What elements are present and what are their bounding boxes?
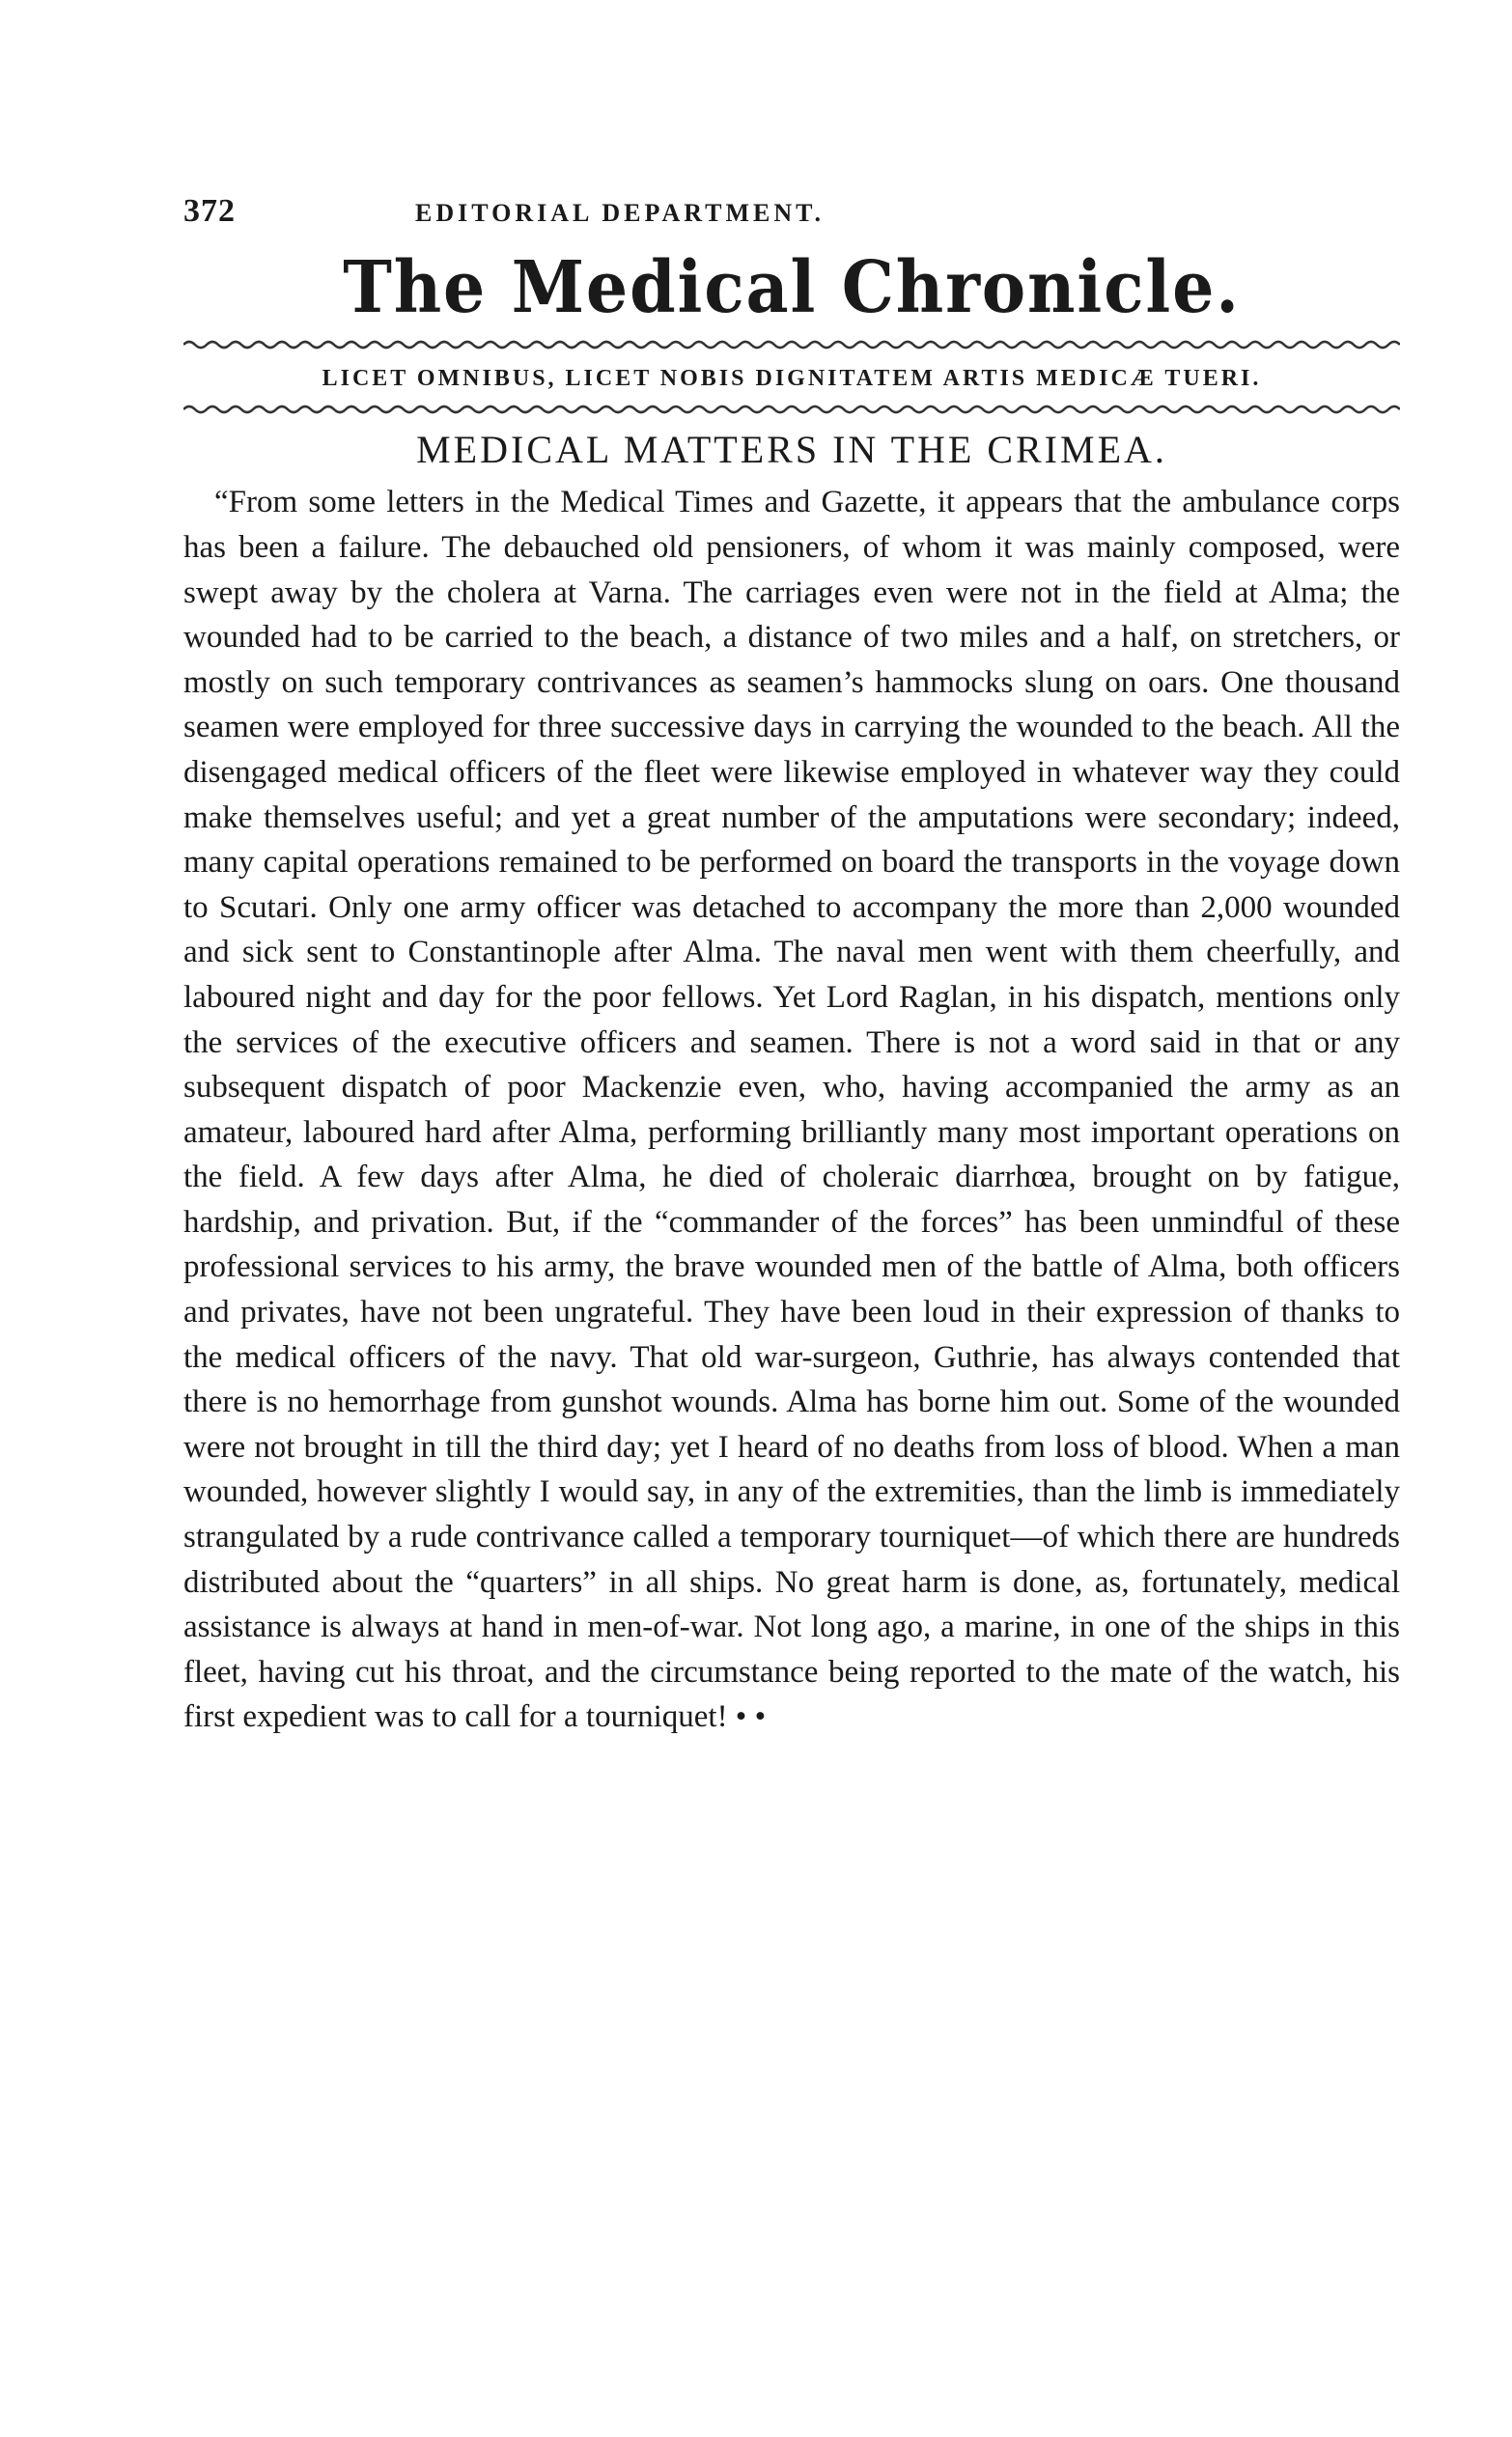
running-title: EDITORIAL DEPARTMENT. xyxy=(415,199,826,227)
running-head xyxy=(183,193,1400,241)
page xyxy=(183,193,1400,1740)
page-number: 372 xyxy=(183,193,236,229)
wavy-rule-bottom xyxy=(183,402,1400,417)
article-body: “From some letters in the Medical Times and Gazette, it appears that the ambulance corps has been a failure. The debauched old pensioners, of whom it was mainly composed, were swept away by the cholera at Varna. The carriages even were not in the field at Alma; the wounded had to be carried to the beach, a distance of two miles and a half, on stretchers, or mostly on such temporary contrivances as seamen’s hammocks slung on oars. One thousand seamen were employed for three successive days in carrying the wounded to the beach. All the disengaged medical officers of the fleet were likewise employed in whatever way they could make themselves useful; and yet a great number of the amputations were secondary; indeed, many capital operations remained to be performed on board the transports in the voyage down to Scutari. Only one army officer was detached to accompany the more than 2,000 wounded and sick sent to Constantinople after Alma. The naval men went with them cheerfully, and laboured night and day for the poor fellows. Yet Lord Raglan, in his dispatch, mentions only the services of the executive officers and seamen. There is not a word said in that or any subsequent dispatch of poor Mackenzie even, who, having accompanied the army as an amateur, laboured hard after Alma, performing brilliantly many most important operations on the field. A few days after Alma, he died of choleraic diarrhœa, brought on by fatigue, hardship, and privation. But, if the “commander of the forces” has been unmindful of these professional services to his army, the brave wounded men of the battle of Alma, both officers and privates, have not been ungrateful. They have been loud in their expression of thanks to the medical officers of the navy. That old war-surgeon, Guthrie, has always contended that there is no hemorrhage from gunshot wounds. Alma has borne him out. Some of the wounded were not brought in till the third day; yet I heard of no deaths from loss of blood. When a man wounded, however slightly I would say, in any of the extremities, than the limb is immediately strangulated by a rude contrivance called a temporary tourniquet—of which there are hundreds distributed about the “quarters” in all ships. No great harm is done, as, fortunately, medical assistance is always at hand in men-of-war. Not long ago, a marine, in one of the ships in this fleet, having cut his throat, and the circumstance being reported to the mate of the watch, his first expedient was to call for a tourniquet! • • xyxy=(183,485,1400,1735)
masthead-title: The Medical Chronicle. xyxy=(343,246,1241,329)
masthead-motto: LICET OMNIBUS, LICET NOBIS DIGNITATEM ARTIS MEDICÆ TUERI. xyxy=(322,366,1262,392)
article-title: MEDICAL MATTERS IN THE CRIMEA. xyxy=(416,428,1167,472)
wavy-rule-top xyxy=(183,337,1400,352)
